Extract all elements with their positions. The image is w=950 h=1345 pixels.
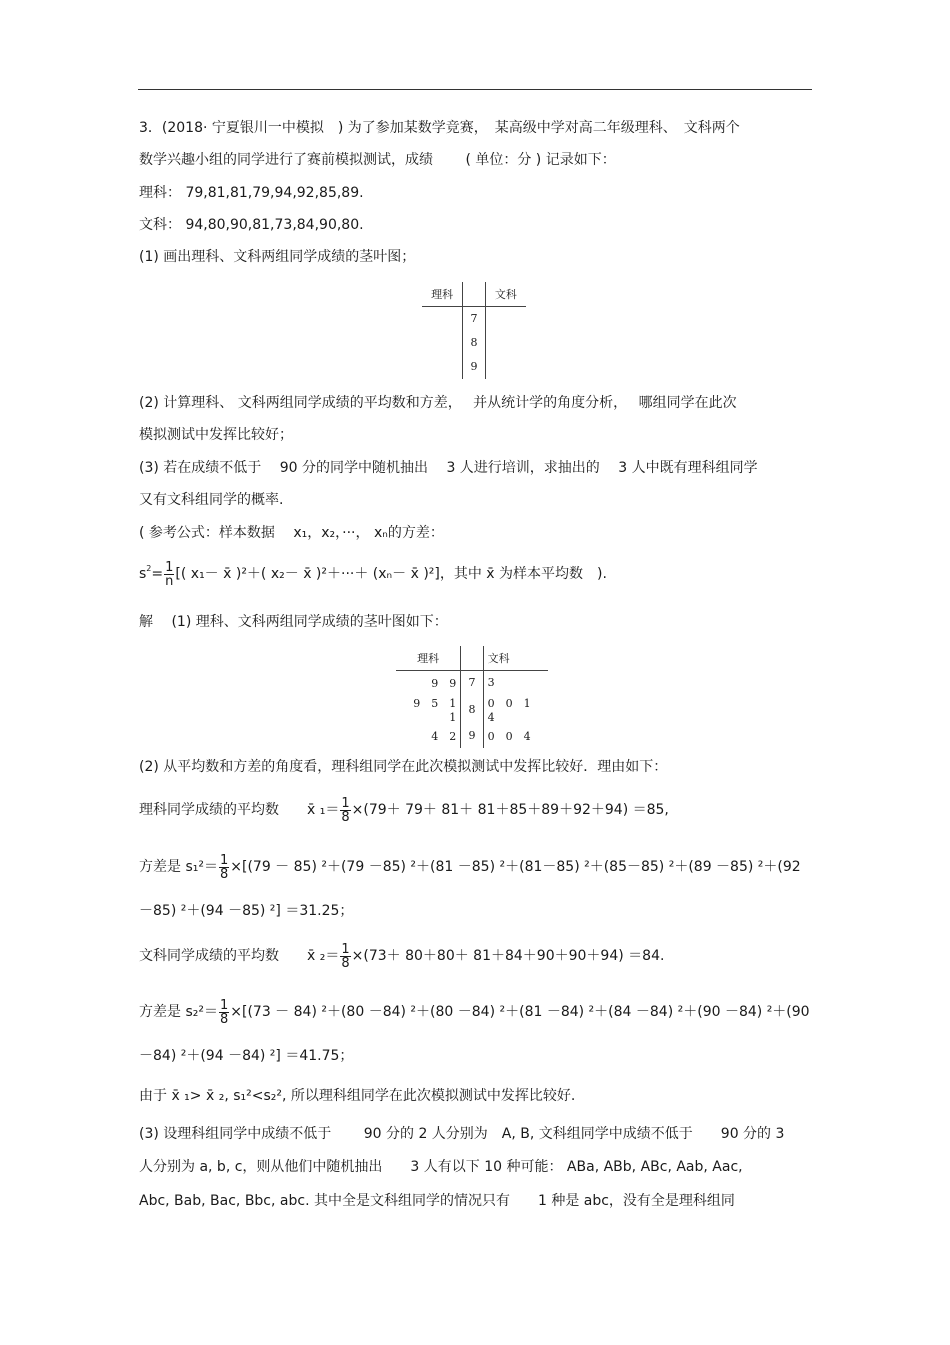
solution-part-3b: 人分别为 a, b, c，则从他们中随机抽出 3 人有以下 10 种可能： ABa, ABb, ABc, Aab, Aac, <box>139 1159 743 1175</box>
science-mean <box>139 796 669 824</box>
science-leaves: 9 5 1 1 <box>413 696 468 724</box>
header-rule <box>138 89 812 90</box>
problem-line-1: 3．(2018· 宁夏银川一中模拟 ) 为了参加某数学竞赛， 某高级中学对高二年级理科、 文科两个 <box>139 120 740 136</box>
science-leaves: 4 2 <box>431 729 457 743</box>
science-leaves: 9 9 <box>431 676 457 690</box>
solution-part-3c: Abc, Bab, Bac, Bbc, abc. 其中全是文科组同学的情况只有 1 种是 abc，没有全是理科组同 <box>139 1193 735 1209</box>
question-2b: 模拟测试中发挥比较好； <box>139 427 293 443</box>
liberal-variance-cont: －84) ²＋(94 －84) ²] ＝41.75； <box>139 1048 354 1064</box>
science-variance-cont: －85) ²＋(94 －85) ²] ＝31.25； <box>139 903 354 919</box>
var1-symbol: s₁²＝ <box>185 859 218 875</box>
table-header-science: 理科 <box>422 282 463 307</box>
fraction-denominator: 8 <box>341 809 350 825</box>
fraction-denominator: n <box>165 573 174 589</box>
table-header-liberal: 文科 <box>485 282 526 307</box>
var1-label: 方差是 <box>139 859 181 875</box>
mean2-label: 文科同学成绩的平均数 <box>139 948 279 964</box>
formula-s: s <box>139 566 147 582</box>
table-header-liberal: 文科 <box>483 646 548 671</box>
stem: 9 <box>463 355 485 379</box>
solution-part-3a: (3) 设理科组同学中成绩不低于 90 分的 2 人分别为 A, B, 文科组同学中成绩不低于 90 分的 3 <box>139 1126 785 1142</box>
table-header-science: 理科 <box>396 646 461 671</box>
liberal-mean <box>139 942 664 970</box>
fraction-numerator: 1 <box>341 795 350 811</box>
mean1-fraction <box>340 797 350 824</box>
mean1-expression: ×(79＋ 79＋ 81＋ 81＋85＋89＋92＋94) ＝85, <box>351 802 669 818</box>
liberal-leaves: 0 0 1 4 <box>487 696 542 724</box>
var1-expression: ×[(79 － 85) ²＋(79 －85) ²＋(81 －85) ²＋(81－85) ²＋(85－85) ²＋(89 －85) ²＋(92 <box>230 859 801 875</box>
var2-label: 方差是 <box>139 1004 181 1020</box>
question-3a: (3) 若在成绩不低于 90 分的同学中随机抽出 3 人进行培训，求抽出的 3 人中既有理科组同学 <box>139 460 758 476</box>
stem-leaf-table <box>396 646 548 748</box>
reference-formula-intro: ( 参考公式：样本数据 x₁，x₂，···， xₙ的方差： <box>139 525 444 541</box>
fraction-denominator: 8 <box>341 955 350 971</box>
fraction-numerator: 1 <box>219 997 229 1013</box>
solution-intro: 解 (1) 理科、文科两组同学成绩的茎叶图如下： <box>139 614 448 630</box>
stem: 7 <box>461 671 483 695</box>
science-variance <box>139 853 801 881</box>
formula-fraction <box>164 561 174 588</box>
liberal-variance <box>139 998 810 1026</box>
stem: 8 <box>461 695 483 724</box>
liberal-leaves: 0 0 4 <box>487 729 531 743</box>
variance-formula: $s^2=$ $\frac{1}{n}$ [( x₁－ x̄ )²＋( x₂－ x̄ )²＋···＋ (xₙ－ x̄ )²]，其中 x̄ 为样本平均数 ). <box>139 559 607 589</box>
liberal-leaves: 3 <box>487 676 495 690</box>
liberal-scores: 文科： 94,80,90,81,73,84,90,80. <box>139 217 364 233</box>
var2-expression: ×[(73 － 84) ²＋(80 －84) ²＋(80 －84) ²＋(81 －84) ²＋(84 －84) ²＋(90 －84) ²＋(90 <box>230 1004 810 1020</box>
question-1: (1) 画出理科、文科两组同学成绩的茎叶图； <box>139 249 416 265</box>
mean1-label: 理科同学成绩的平均数 <box>139 802 279 818</box>
science-scores: 理科： 79,81,81,79,94,92,85,89. <box>139 185 364 201</box>
question-3b: 又有文科组同学的概率. <box>139 492 284 508</box>
empty-stem-leaf-table <box>422 282 526 379</box>
stem: 9 <box>461 724 483 748</box>
mean2-expression: ×(73＋ 80＋80＋ 81＋84＋90＋90＋94) ＝84. <box>351 948 665 964</box>
formula-eq: = <box>151 566 164 582</box>
stem: 8 <box>463 331 485 355</box>
mean2-fraction <box>340 943 350 970</box>
fraction-numerator: 1 <box>219 852 229 868</box>
var2-symbol: s₂²＝ <box>185 1004 218 1020</box>
mean2-symbol: x̄ ₂＝ <box>307 948 340 964</box>
fraction-numerator: 1 <box>341 941 350 957</box>
question-2a: (2) 计算理科、 文科两组同学成绩的平均数和方差， 并从统计学的角度分析， 哪组同学在此次 <box>139 395 737 411</box>
fraction-numerator: 1 <box>165 559 174 575</box>
solution-part-2: (2) 从平均数和方差的角度看，理科组同学在此次模拟测试中发挥比较好．理由如下： <box>139 759 668 775</box>
stem: 7 <box>463 307 485 331</box>
formula-body: [( x₁－ x̄ )²＋( x₂－ x̄ )²＋···＋ (xₙ－ x̄ )²]，其中 x̄ 为样本平均数 ). <box>175 566 607 582</box>
var2-fraction <box>219 999 229 1026</box>
problem-line-2: 数学兴趣小组的同学进行了赛前模拟测试，成绩 ( 单位：分 ) 记录如下： <box>139 152 616 168</box>
mean1-symbol: x̄ ₁＝ <box>307 802 340 818</box>
fraction-denominator: 8 <box>219 1011 229 1027</box>
fraction-denominator: 8 <box>219 866 229 882</box>
var1-fraction <box>219 854 229 881</box>
comparison: 由于 x̄ ₁> x̄ ₂, s₁²<s₂², 所以理科组同学在此次模拟测试中发挥比较好. <box>139 1088 576 1104</box>
